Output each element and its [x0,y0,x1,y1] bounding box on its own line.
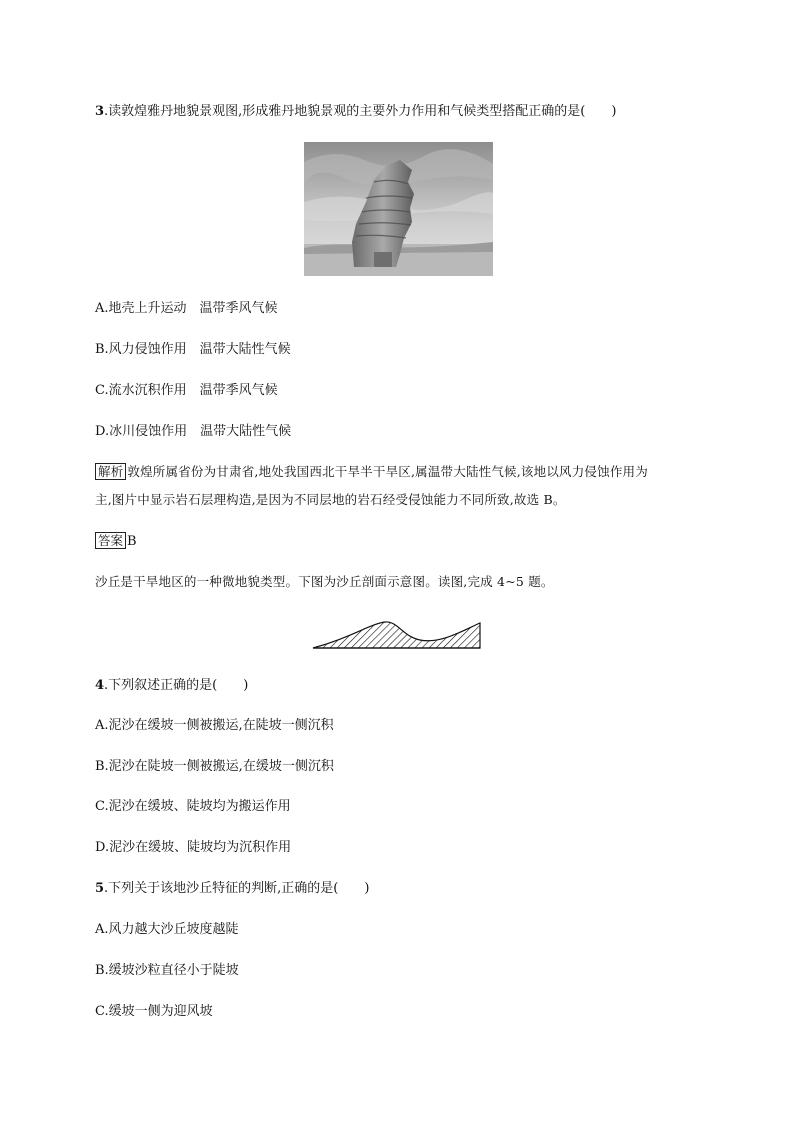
question-4-stem [95,677,248,695]
section-intro: 沙丘是干旱地区的一种微地貌类型。下图为沙丘剖面示意图。读图,完成 4~5 题。 [95,574,554,589]
option-4c: C.泥沙在缓坡、陡坡均为搬运作用 [95,799,291,814]
option-3a: A.地壳上升运动 温带季风气候 [95,301,278,316]
option-4a: A.泥沙在缓坡一侧被搬运,在陡坡一侧沉积 [95,718,334,733]
option-5c: C.缓坡一侧为迎风坡 [95,1004,213,1019]
analysis-tag: 解析 [95,463,126,480]
dune-profile-diagram [310,618,485,652]
question-text: .下列叙述正确的是( ) [104,678,249,693]
question-text: .下列关于该地沙丘特征的判断,正确的是( ) [104,881,370,896]
question-5-stem [95,880,369,898]
option-4d: D.泥沙在缓坡、陡坡均为沉积作用 [95,840,292,855]
option-3d: D.冰川侵蚀作用 温带大陆性气候 [95,424,292,439]
option-3c: C.流水沉积作用 温带季风气候 [95,383,278,398]
answer-line [95,532,137,551]
analysis-line-2: 主,图片中显示岩石层理构造,是因为不同层地的岩石经受侵蚀能力不同所致,故选 B。 [95,492,566,507]
yardang-landform-photo [304,142,493,276]
option-5b: B.缓坡沙粒直径小于陡坡 [95,963,239,978]
option-3b: B.风力侵蚀作用 温带大陆性气候 [95,342,291,357]
answer-value: B [127,534,137,549]
analysis-line-1 [95,463,648,481]
question-text: .读敦煌雅丹地貌景观图,形成雅丹地貌景观的主要外力作用和气候类型搭配正确的是( ) [104,104,617,119]
question-number: 3 [95,104,105,119]
option-5a: A.风力越大沙丘坡度越陡 [95,922,239,937]
answer-tag: 答案 [95,532,126,549]
question-number: 4 [95,678,105,693]
question-number: 5 [95,881,105,896]
question-3-stem [95,103,616,121]
option-4b: B.泥沙在陡坡一侧被搬运,在缓坡一侧沉积 [95,759,334,774]
dune-cross-section [313,622,480,648]
analysis-text: 敦煌所属省份为甘肃省,地处我国西北干旱半干旱区,属温带大陆性气候,该地以风力侵蚀作用为 [127,464,648,479]
